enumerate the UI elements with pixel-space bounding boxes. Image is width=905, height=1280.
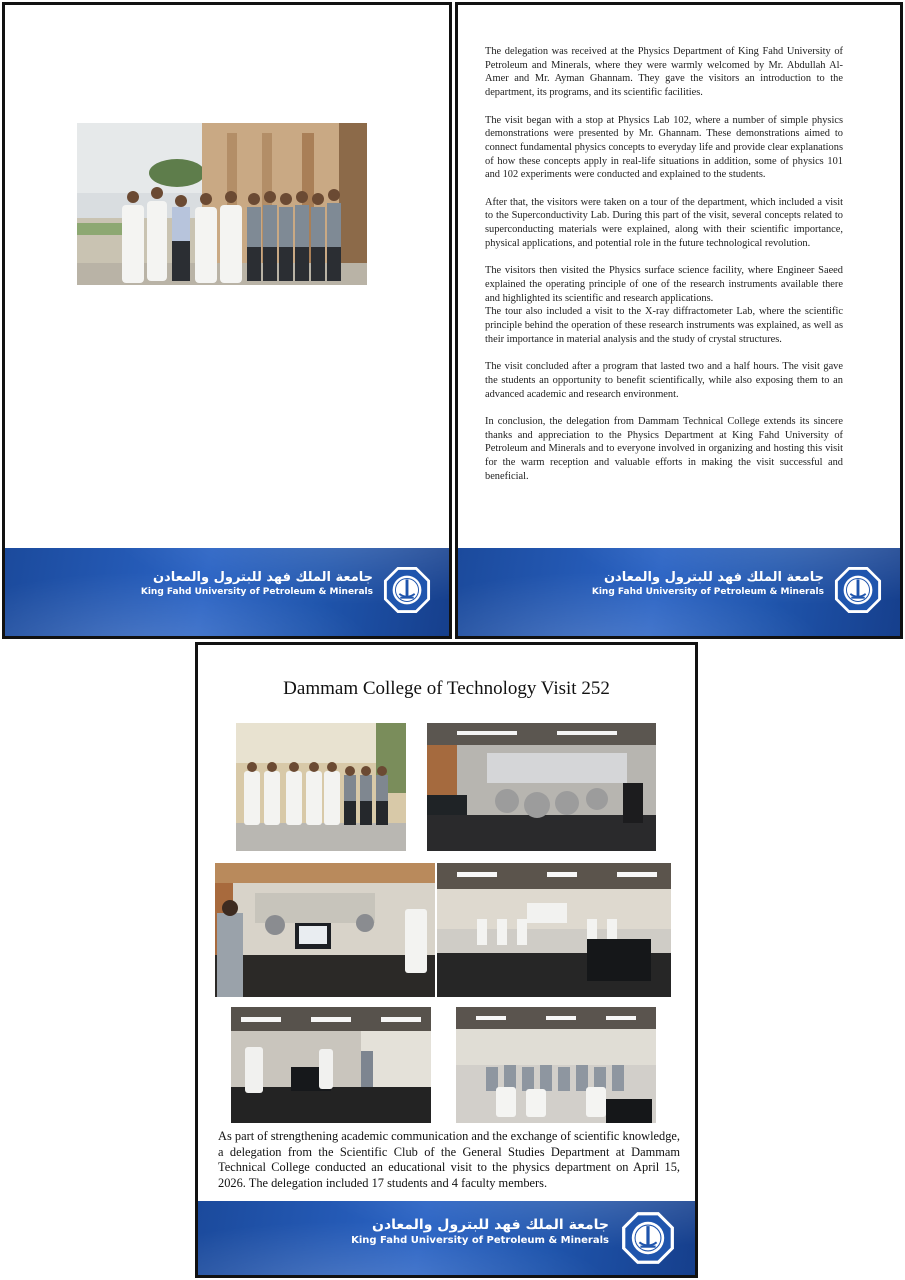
kfupm-seal-icon xyxy=(383,566,431,614)
photo-lab-room xyxy=(231,1007,431,1123)
paragraph-surface-science: The visitors then visited the Physics surface science facility, where Engineer Saeed explained the operating principle of one of the research instruments available there and highlighted its scientific and research applications. xyxy=(485,265,843,304)
kfupm-seal-icon xyxy=(621,1211,675,1265)
university-brand xyxy=(141,570,373,597)
footer-banner xyxy=(458,548,900,636)
university-name-en: King Fahd University of Petroleum & Minerals xyxy=(351,1235,609,1246)
paragraph-conclusion-visit: The visit concluded after a program that lasted two and a half hours. The visit gave the students an opportunity to benefit scientifically, while also exposing them to an advanced academic and research environment. xyxy=(485,361,843,400)
kfupm-seal-icon xyxy=(834,566,882,614)
page-title: Dammam College of Technology Visit 252 xyxy=(283,678,610,699)
photo-lab-students-1 xyxy=(427,723,656,851)
intro-paragraph: As part of strengthening academic communication and the exchange of scientific knowledge, a delegation from the Scientific Club of the General Studies Department at Dammam Technical College conducted an educational visit to the physics department on April 15, 2026. The delegation included 17 students and 4 faculty members. xyxy=(218,1129,680,1190)
paragraph-xray: The tour also included a visit to the X-ray diffractometer Lab, where the scientific principle behind the operation of these research instruments was explained, as well as their importance in material analysis and the study of crystal structures. xyxy=(485,306,843,345)
footer-banner xyxy=(5,548,449,636)
paragraph-thanks: In conclusion, the delegation from Dammam Technical College extends its sincere thanks and appreciation to the Physics Department at King Fahd University of Petroleum and Minerals and to everyone involved in organizing and hosting this visit for the warm reception and valuable efforts in making the visit successful and beneficial. xyxy=(485,415,843,482)
right-page xyxy=(455,2,903,639)
university-name-ar: جامعة الملك فهد للبترول والمعادن xyxy=(603,570,824,585)
university-brand xyxy=(592,570,824,597)
group-photo-outdoor xyxy=(77,123,367,285)
article-body xyxy=(485,45,843,497)
photo-lab-group-2 xyxy=(456,1007,656,1123)
university-brand xyxy=(351,1217,609,1246)
paragraph-lab-102: The visit began with a stop at Physics Lab 102, where a number of simple physics demonstrations were presented by Mr. Ghannam. These demonstrations aimed to connect fundamental physics concepts to everyday life and provide clear explanations of how these concepts apply in real-life situations in addition, some of physics 101 and 102 experiments were conducted and explained to the students. xyxy=(485,114,843,181)
university-name-en: King Fahd University of Petroleum & Minerals xyxy=(140,587,373,597)
footer-banner xyxy=(198,1201,695,1275)
left-page xyxy=(2,2,452,639)
photo-group-outdoor xyxy=(236,723,406,851)
university-name-ar: جامعة الملك فهد للبترول والمعادن xyxy=(372,1217,609,1233)
paragraph-superconductivity: After that, the visitors were taken on a tour of the department, which included a visit to the Superconductivity Lab. During this part of the visit, several concepts related to superconducting materials were explained, along with their scientific importance, physical applications, and potential role in the future technological revolution. xyxy=(485,196,843,249)
bottom-page xyxy=(195,642,698,1278)
photo-lab-group-1 xyxy=(437,863,671,997)
university-name-en: King Fahd University of Petroleum & Minerals xyxy=(591,587,824,597)
photo-lab-students-2 xyxy=(215,863,435,997)
paragraph-welcome: The delegation was received at the Physics Department of King Fahd University of Petroleum and Minerals, where they were warmly welcomed by Mr. Abdullah Al-Amer and Mr. Ayman Ghannam. They gave the visitors an introduction to the department, its programs, and its scientific facilities. xyxy=(485,46,843,99)
university-name-ar: جامعة الملك فهد للبترول والمعادن xyxy=(152,570,373,585)
